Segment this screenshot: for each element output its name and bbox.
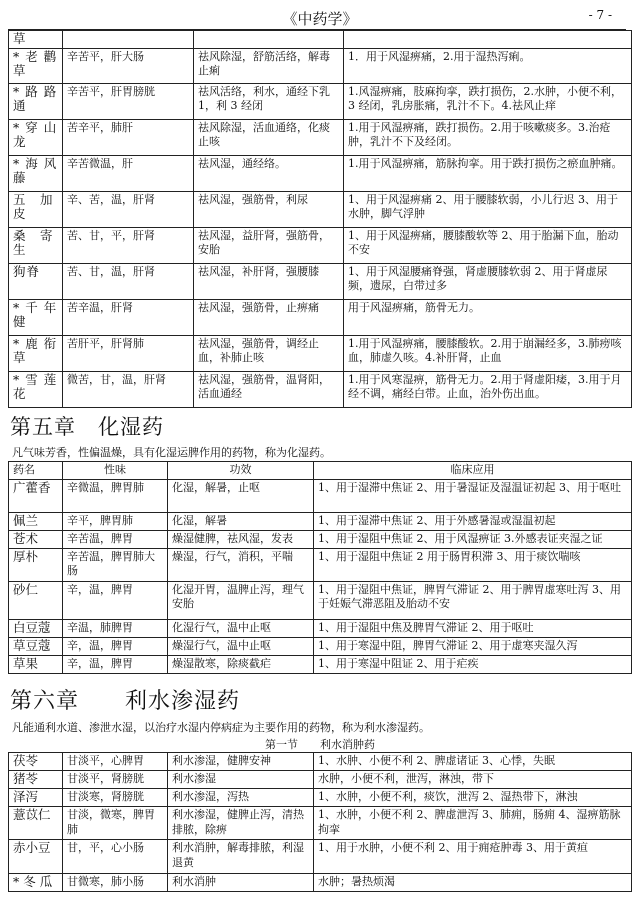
table-row bbox=[9, 789, 632, 807]
herb-name: * 冬 瓜 bbox=[9, 874, 63, 892]
herb-table-wind-damp bbox=[8, 30, 632, 408]
herb-name: * 千 年 健 bbox=[9, 299, 63, 335]
table-row bbox=[9, 530, 632, 548]
herb-function bbox=[194, 31, 344, 49]
table-row bbox=[9, 31, 632, 49]
herb-name: * 雪 莲 花 bbox=[9, 371, 63, 407]
herb-clinical-use bbox=[344, 31, 632, 49]
table-row bbox=[9, 155, 632, 191]
herb-name: * 海 风 藤 bbox=[9, 155, 63, 191]
herb-function: 祛风湿，通经络。 bbox=[194, 155, 344, 191]
chapter-5-description: 凡气味芳香，性偏温燥，具有化湿运脾作用的药物，称为化湿药。 bbox=[12, 446, 331, 459]
herb-name: 苍术 bbox=[9, 530, 63, 548]
herb-function: 利水渗湿 bbox=[168, 771, 314, 789]
herb-function: 利水渗湿，泻热 bbox=[168, 789, 314, 807]
herb-function: 燥湿散寒，除痰截疟 bbox=[168, 655, 314, 673]
table-row bbox=[9, 479, 632, 512]
header-name: 药名 bbox=[9, 462, 63, 480]
herb-function: 燥湿健脾，祛风湿，发表 bbox=[168, 530, 314, 548]
herb-property bbox=[63, 31, 194, 49]
herb-clinical-use: 1、水肿，小便不利 2、脾虚泄泻 3、肺痈，肠痈 4、湿痹筋脉拘挛 bbox=[314, 807, 632, 840]
herb-property: 辛，温，脾胃 bbox=[63, 581, 168, 619]
chapter-5-title: 第五章 化湿药 bbox=[10, 415, 164, 439]
header-function: 功效 bbox=[168, 462, 314, 480]
herb-name: 桑 寄 生 bbox=[9, 227, 63, 263]
herb-function: 燥湿行气，温中止呕 bbox=[168, 637, 314, 655]
herb-function: 化湿，解暑 bbox=[168, 512, 314, 530]
herb-property: 微苦，甘，温，肝肾 bbox=[63, 371, 194, 407]
herb-function: 祛风湿，强筋骨，温肾阳，活血通经 bbox=[194, 371, 344, 407]
herb-name: 佩兰 bbox=[9, 512, 63, 530]
herb-name: * 穿 山 龙 bbox=[9, 119, 63, 155]
herb-name: 狗脊 bbox=[9, 263, 63, 299]
table-row bbox=[9, 227, 632, 263]
header-clinical: 临床应用 bbox=[314, 462, 632, 480]
section-1-title: 第一节 利水消肿药 bbox=[265, 738, 375, 751]
herb-property: 辛，温，脾胃 bbox=[63, 637, 168, 655]
table-row bbox=[9, 191, 632, 227]
table-row bbox=[9, 637, 632, 655]
herb-property: 苦肝平，肝肾肺 bbox=[63, 335, 194, 371]
herb-clinical-use: 1、用于寒湿中阻证 2、用于疟疾 bbox=[314, 655, 632, 673]
herb-function: 利水渗湿，健脾止泻，清热排脓，除痹 bbox=[168, 807, 314, 840]
herb-function: 化湿行气，温中止呕 bbox=[168, 619, 314, 637]
table-row bbox=[9, 371, 632, 407]
herb-function: 利水渗湿，健脾安神 bbox=[168, 753, 314, 771]
herb-name: 薏苡仁 bbox=[9, 807, 63, 840]
herb-clinical-use: 1、用于风湿痹痛，腰膝酸软等 2、用于胎漏下血，胎动不安 bbox=[344, 227, 632, 263]
herb-clinical-use: 1、用于水肿，小便不利 2、用于痈疮肿毒 3、用于黄疸 bbox=[314, 840, 632, 874]
herb-clinical-use: 1.用于风寒湿痹，筋骨无力。2.用于肾虚阳痿，3.用于月经不调，痛经白带。止血，治外伤出血。 bbox=[344, 371, 632, 407]
herb-clinical-use: 1、用于湿滞中焦证 2、用于暑湿证及湿温证初起 3、用于呕吐 bbox=[314, 479, 632, 512]
herb-clinical-use: 1、用于风湿腰痛脊强，肾虚腰膝软弱 2、用于肾虚尿频，遗尿，白带过多 bbox=[344, 263, 632, 299]
herb-name: 草豆蔻 bbox=[9, 637, 63, 655]
table-row bbox=[9, 771, 632, 789]
herb-clinical-use: 水肿，小便不利，泄泻，淋浊，带下 bbox=[314, 771, 632, 789]
table-row bbox=[9, 512, 632, 530]
herb-property: 甘淡平，肾膀胱 bbox=[63, 771, 168, 789]
herb-clinical-use: 用于风湿痹痛，筋骨无力。 bbox=[344, 299, 632, 335]
herb-property: 辛微温，脾胃肺 bbox=[63, 479, 168, 512]
herb-clinical-use: 1.用于风湿痹痛，腰膝酸软。2.用于崩漏经多，3.肺痨咳血，肺虚久咳。4.补肝肾，止血 bbox=[344, 335, 632, 371]
herb-name: 赤小豆 bbox=[9, 840, 63, 874]
herb-clinical-use: 1．用于风湿痹痛，2.用于湿热泻痢。 bbox=[344, 48, 632, 83]
herb-function: 化湿，解暑，止呕 bbox=[168, 479, 314, 512]
herb-clinical-use: 1.用于风湿痹痛，筋脉拘挛。用于跌打损伤之瘀血肿痛。 bbox=[344, 155, 632, 191]
chapter-6-description: 凡能通利水道、渗泄水湿，以治疗水湿内停病症为主要作用的药物，称为利水渗湿药。 bbox=[12, 721, 430, 734]
page-header bbox=[0, 6, 640, 28]
table-row bbox=[9, 548, 632, 581]
header-property: 性味 bbox=[63, 462, 168, 480]
table-row bbox=[9, 48, 632, 83]
herb-property: 辛苦温，脾胃 bbox=[63, 530, 168, 548]
herb-clinical-use: 1、用于湿阻中焦及脾胃气滞证 2、用于呕吐 bbox=[314, 619, 632, 637]
herb-name: * 鹿 衔 草 bbox=[9, 335, 63, 371]
table-row bbox=[9, 655, 632, 673]
table-row bbox=[9, 807, 632, 840]
table-row bbox=[9, 581, 632, 619]
herb-clinical-use: 1.用于风湿痹痛，跌打损伤。2.用于咳嗽痰多。3.治疮肿，乳汁不下及经闭。 bbox=[344, 119, 632, 155]
herb-name: * 老 鹳 草 bbox=[9, 48, 63, 83]
herb-property: 苦、甘，平，肝肾 bbox=[63, 227, 194, 263]
herb-function: 祛风湿，补肝肾，强腰膝 bbox=[194, 263, 344, 299]
herb-property: 甘淡，微寒，脾胃肺 bbox=[63, 807, 168, 840]
herb-function: 燥湿，行气，消积，平喘 bbox=[168, 548, 314, 581]
herb-property: 辛苦微温，肝 bbox=[63, 155, 194, 191]
herb-clinical-use: 1、用于湿阻中焦证 2 用于肠胃积滞 3、用于痰饮喘咳 bbox=[314, 548, 632, 581]
herb-clinical-use: 1、用于湿阻中焦证 2、用于风湿痹证 3.外感表证夹湿之证 bbox=[314, 530, 632, 548]
book-title: 《中药学》 bbox=[282, 10, 358, 28]
herb-function: 祛风湿，强筋骨，调经止血，补肺止咳 bbox=[194, 335, 344, 371]
herb-property: 甘微寒，肺小肠 bbox=[63, 874, 168, 892]
table-header-row bbox=[9, 462, 632, 480]
table-row bbox=[9, 874, 632, 892]
table-row bbox=[9, 840, 632, 874]
herb-property: 甘，平，心小肠 bbox=[63, 840, 168, 874]
herb-clinical-use: 1.风湿痹痛，肢麻拘挛，跌打损伤，2.水肿，小便不利，3 经闭，乳房胀痛，乳汁不下。4.祛风止痒 bbox=[344, 83, 632, 119]
herb-clinical-use: 1、用于湿滞中焦证 2、用于外感暑湿或湿温初起 bbox=[314, 512, 632, 530]
herb-function: 利水消肿 bbox=[168, 874, 314, 892]
herb-clinical-use: 1、用于风湿痹痛 2、用于腰膝软弱，小儿行迟 3、用于水肿，脚气浮肿 bbox=[344, 191, 632, 227]
herb-property: 苦辛平，肺肝 bbox=[63, 119, 194, 155]
herb-name: 白豆蔻 bbox=[9, 619, 63, 637]
herb-name: 五 加 皮 bbox=[9, 191, 63, 227]
herb-property: 辛苦平，肝大肠 bbox=[63, 48, 194, 83]
page-number: - 7 - bbox=[588, 8, 612, 22]
table-row bbox=[9, 619, 632, 637]
table-row bbox=[9, 753, 632, 771]
herb-table-dampness-resolving bbox=[8, 461, 632, 674]
herb-clinical-use: 水肿；暑热烦渴 bbox=[314, 874, 632, 892]
herb-function: 利水消肿，解毒排脓，利湿退黄 bbox=[168, 840, 314, 874]
herb-name: * 路 路 通 bbox=[9, 83, 63, 119]
herb-function: 祛风湿，强筋骨，利尿 bbox=[194, 191, 344, 227]
herb-property: 苦、甘，温，肝肾 bbox=[63, 263, 194, 299]
herb-property: 辛、苦，温，肝肾 bbox=[63, 191, 194, 227]
herb-table-diuretic bbox=[8, 752, 632, 892]
herb-property: 辛平，脾胃肺 bbox=[63, 512, 168, 530]
herb-function: 祛风湿，益肝肾，强筋骨，安胎 bbox=[194, 227, 344, 263]
table-row bbox=[9, 263, 632, 299]
table-row bbox=[9, 299, 632, 335]
herb-name: 茯苓 bbox=[9, 753, 63, 771]
herb-property: 辛温，肺脾胃 bbox=[63, 619, 168, 637]
herb-property: 苦辛温，肝肾 bbox=[63, 299, 194, 335]
herb-property: 甘淡平，心脾胃 bbox=[63, 753, 168, 771]
herb-clinical-use: 1、水肿，小便不利，痰饮，泄泻 2、湿热带下，淋浊 bbox=[314, 789, 632, 807]
table-row bbox=[9, 119, 632, 155]
herb-clinical-use: 1、用于寒湿中阻，脾胃气滞证 2、用于虚寒夹湿久泻 bbox=[314, 637, 632, 655]
herb-function: 祛风除湿，活血通络，化痰止咳 bbox=[194, 119, 344, 155]
herb-function: 化湿开胃，温脾止泻，理气安胎 bbox=[168, 581, 314, 619]
herb-function: 祛风活络，利水，通经下乳 1，利 3 经闭 bbox=[194, 83, 344, 119]
herb-property: 辛苦平，肝胃膀胱 bbox=[63, 83, 194, 119]
herb-name: 砂仁 bbox=[9, 581, 63, 619]
herb-name: 猪苓 bbox=[9, 771, 63, 789]
table-row bbox=[9, 83, 632, 119]
herb-property: 辛苦温，脾胃肺大肠 bbox=[63, 548, 168, 581]
herb-function: 祛风除湿，舒筋活络，解毒止痢 bbox=[194, 48, 344, 83]
herb-function: 祛风湿，强筋骨，止痹痛 bbox=[194, 299, 344, 335]
herb-name: 厚朴 bbox=[9, 548, 63, 581]
herb-property: 甘淡寒，肾膀胱 bbox=[63, 789, 168, 807]
herb-name: 草 bbox=[9, 31, 63, 49]
herb-clinical-use: 1、水肿、小便不利 2、脾虚诸证 3、心悸，失眠 bbox=[314, 753, 632, 771]
herb-name: 泽泻 bbox=[9, 789, 63, 807]
herb-clinical-use: 1、用于湿阻中焦证，脾胃气滞证 2、用于脾胃虚寒吐泻 3、用于妊娠气滞恶阻及胎动不安 bbox=[314, 581, 632, 619]
chapter-6-title: 第六章 利水渗湿药 bbox=[10, 689, 241, 714]
herb-name: 草果 bbox=[9, 655, 63, 673]
table-row bbox=[9, 335, 632, 371]
herb-name: 广藿香 bbox=[9, 479, 63, 512]
herb-property: 辛，温，脾胃 bbox=[63, 655, 168, 673]
